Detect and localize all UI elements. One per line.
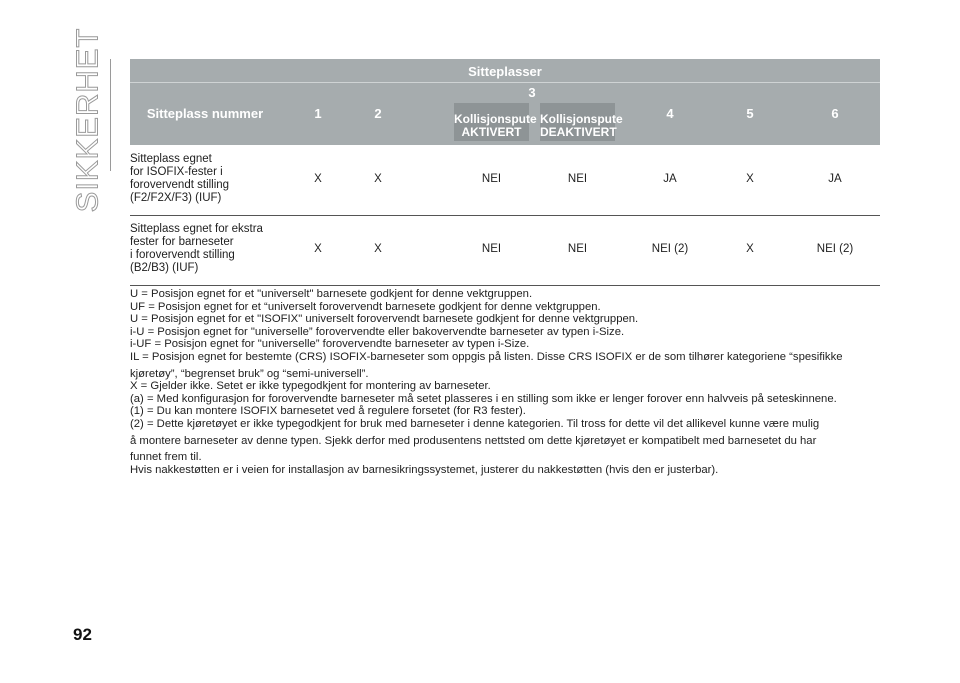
cell-seat-2: X [374, 173, 382, 185]
cell-seat-6: NEI (2) [816, 243, 854, 255]
cell-seat-4: NEI (2) [651, 243, 689, 255]
header-divider [130, 82, 880, 83]
note-line: (1) = Du kan montere ISOFIX barnesetet ved å regulere forsetet (for R3 fester). [130, 405, 526, 418]
cell-seat-3a: NEI [481, 243, 502, 255]
row-label: Sitteplass egnet for ekstra fester for barneseter i forovervendt stilling (B2/B3) (IUF) [130, 223, 263, 274]
row-divider [130, 285, 880, 286]
cell-seat-5: X [746, 243, 754, 255]
col3b-line2: DEAKTIVERT [540, 125, 617, 139]
cell-seat-5: X [746, 173, 754, 185]
table-header [130, 59, 880, 145]
row-label: Sitteplass egnet for ISOFIX-fester i forovervendt stilling (F2/F2X/F3) (IUF) [130, 153, 230, 204]
section-divider [110, 59, 111, 171]
col-header-3: 3 [528, 85, 536, 100]
page-number: 92 [73, 625, 92, 644]
note-line: funnet frem til. [130, 451, 202, 464]
cell-seat-1: X [314, 243, 322, 255]
cell-seat-3b: NEI [567, 243, 588, 255]
note-line: i-UF = Posisjon egnet for "universelle” forovervendte barneseter av typen i-Size. [130, 338, 530, 351]
col3b-line1: Kollisjonspute [540, 112, 623, 126]
seat-table [130, 59, 880, 274]
col-header-4: 4 [666, 106, 674, 121]
note-line: (a) = Med konfigurasjon for forovervendte barneseter må setet plasseres i en stilling som ikke er lenger forover enn halvveis på seteskinnene. [130, 392, 837, 405]
col3a-line1: Kollisjonspute [454, 112, 537, 126]
note-line: Hvis nakkestøtten er i veien for installasjon av barnesikringssystemet, justerer du nakkestøtten (hvis den er justerbar). [130, 463, 719, 476]
note-line: UF = Posisjon egnet for et “universelt forovervendt barnesete godkjent for denne vektgruppen. [130, 300, 601, 313]
cell-seat-6: JA [828, 173, 842, 185]
col-header-2: 2 [374, 106, 382, 121]
note-line: (2) = Dette kjøretøyet er ikke typegodkjent for bruk med barneseter i denne kategorien. Til tross for dette vil det allikevel kunne være mulig [130, 417, 820, 430]
section-title-vertical [62, 27, 112, 213]
col-header-5: 5 [746, 106, 754, 121]
cell-seat-2: X [374, 243, 382, 255]
note-line: U = Posisjon egnet for et "universelt" barnesete godkjent for denne vektgruppen. [130, 288, 533, 300]
note-line: kjøretøy”, “begrenset bruk” og “semi-universell”. [130, 367, 369, 380]
row-header: Sitteplass nummer [146, 106, 264, 121]
cell-seat-3a: NEI [481, 173, 502, 185]
cell-seat-1: X [314, 173, 322, 185]
col-header-6: 6 [831, 106, 839, 121]
footnotes [130, 288, 890, 476]
col-header-1: 1 [314, 106, 322, 121]
note-line: å montere barneseter av denne typen. Sjekk derfor med produsentens nettsted om dette kjøretøyet er kompatibelt med barnesetet du har [130, 434, 817, 447]
cell-seat-4: JA [663, 173, 677, 185]
section-title-text: SIKKERHET [69, 27, 104, 213]
note-line: IL = Posisjon egnet for bestemte (CRS) ISOFIX-barneseter som oppgis på listen. Disse CRS ISOFIX er de som tilhører kategoriene “spesifikke [130, 350, 843, 363]
col3a-line2: AKTIVERT [461, 125, 522, 139]
table-caption: Sitteplasser [468, 64, 542, 79]
row-divider [130, 215, 880, 216]
note-line: i-U = Posisjon egnet for "universelle” forovervendte eller bakovervendte barneseter av typen i-Size. [130, 325, 625, 338]
cell-seat-3b: NEI [567, 173, 588, 185]
note-line: U = Posisjon egnet for et "ISOFIX" universelt forovervendt barnesete godkjent for denne vektgruppen. [130, 313, 639, 326]
note-line: X = Gjelder ikke. Setet er ikke typegodkjent for montering av barneseter. [130, 380, 491, 393]
